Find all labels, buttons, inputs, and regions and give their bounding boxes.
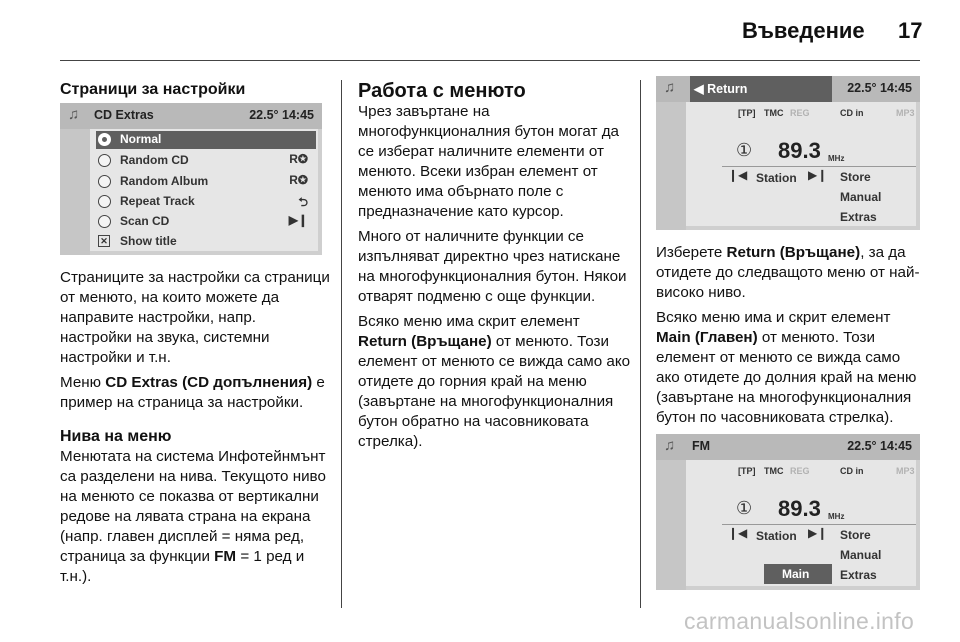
manual-button[interactable]: Manual [840,190,882,204]
skip-back-icon[interactable]: ❙◀ [728,168,748,182]
menu-level-bar [60,129,90,255]
menu-item-label: Scan CD [120,214,170,228]
mp3-indicator: MP3 [896,466,915,476]
tmc-indicator: TMC [764,108,784,118]
header-divider [60,60,920,61]
menu-item-normal[interactable] [96,131,316,149]
column-left [60,80,328,100]
paragraph: Всяко меню има и скрит елемент Main (Главен) от менюто. Този елемент от менюто се вижда само ако отидете до долния край на меню (завъртане на многофункционалния бутон по часовниковата стрелка). [656,309,917,426]
menu-level-bar [656,102,686,230]
column-divider [341,80,342,608]
section-heading: Страници за настройки [60,81,246,98]
page-header [0,0,960,70]
cd-extras-screen [60,103,322,255]
mp3-indicator: MP3 [896,108,915,118]
screen-title-bar [656,434,920,460]
manual-button[interactable]: Manual [840,548,882,562]
fm-main-screen [656,434,920,590]
radio-icon [98,215,111,228]
checkbox-checked-icon: ✕ [98,235,110,247]
return-item[interactable]: ◀ Return [694,82,748,96]
reg-indicator: REG [790,108,810,118]
section-heading: Работа с менюто [358,80,526,102]
screen-title: CD Extras [94,108,154,122]
column-left-text [60,268,332,592]
paragraph: Меню CD Extras (CD допълнения) е пример на страница за настройки. [60,374,325,411]
menu-name: CD Extras (CD допълнения) [105,374,313,391]
random-album-icon: R✪ [289,173,308,187]
column-middle [358,80,632,457]
screen-title: FM [692,439,711,453]
skip-back-icon[interactable]: ❙◀ [728,526,748,540]
menu-item-repeat-track[interactable] [96,193,316,211]
store-button[interactable]: Store [840,528,871,542]
repeat-icon: ⮌ [298,195,308,209]
main-item[interactable]: Main [782,567,810,581]
frequency-unit: MHz [828,512,845,521]
column-right-text [656,243,922,433]
menu-item-label: Random Album [120,174,209,188]
screen-title-bar [656,76,920,102]
paragraph: Чрез завъртане на многофункционалния бутон могат да се изберат наличните елементи от менюто. Всеки избран елемент от менюто има обърнато поле с предназначение като курсор. [358,103,620,220]
radio-icon [98,154,111,167]
menu-item-label: Random CD [120,153,189,167]
menu-name: FM [214,548,237,565]
preset-one-icon: ① [736,498,753,518]
store-button[interactable]: Store [840,170,871,184]
screen-status: 22.5° 14:45 [847,439,912,453]
skip-forward-icon[interactable]: ▶❙ [808,168,828,182]
frequency: 89.3 [778,496,821,521]
station-label: Station [756,171,797,185]
random-cd-icon: R✪ [289,152,308,166]
menu-name: Main (Главен) [656,329,758,346]
divider [722,524,916,525]
watermark: carmanualsonline.info [684,608,915,634]
section-heading: Нива на меню [60,428,172,445]
fm-return-screen [656,76,920,230]
reg-indicator: REG [790,466,810,476]
extras-button[interactable]: Extras [840,568,877,582]
preset-one-icon: ① [736,140,753,160]
tp-indicator: [TP] [738,108,756,118]
cd-in-indicator: CD in [840,466,864,476]
column-divider [640,80,641,608]
station-label: Station [756,529,797,543]
frequency: 89.3 [778,138,821,163]
radio-icon [98,195,111,208]
menu-item-label: Repeat Track [120,194,195,208]
screen-title-bar [60,103,322,129]
menu-item-show-title[interactable] [96,233,316,251]
music-note-icon: ♫ [68,106,80,123]
paragraph: Всяко меню има скрит елемент Return (Връщане) от менюто. Този елемент от менюто се вижда само ако отидете до горния край на меню (завъртане на многофункционалния бутон обратно на часовниковата стрелка). [358,313,631,450]
menu-level-bar [656,460,686,590]
paragraph: Страниците за настройки са страници от менюто, на които можете да направите настройки, напр. настройки на звука, системни настройки и т.н. [60,269,330,366]
menu-item-random-cd[interactable] [96,152,316,170]
scan-icon: ▶❙ [288,213,308,227]
radio-selected-icon [98,133,111,146]
cd-in-indicator: CD in [840,108,864,118]
tmc-indicator: TMC [764,466,784,476]
page-title: Въведение [742,18,865,43]
paragraph: Изберете Return (Връщане), за да отидете до следващото меню от най-високо ниво. [656,244,920,301]
extras-button[interactable]: Extras [840,210,877,224]
music-note-icon: ♫ [664,437,676,454]
paragraph: Много от наличните функции се изпълняват директно чрез натискане на многофункционалния бутон. Някои отварят подменю с още функции. [358,228,627,305]
frequency-unit: MHz [828,154,845,163]
skip-forward-icon[interactable]: ▶❙ [808,526,828,540]
menu-item-label: Normal [120,132,162,146]
paragraph: Менютата на система Инфотейнмънт са разделени на нива. Текущото ниво на менюто се показва от вертикални редове на лявата страна на екрана (напр. главен дисплей = няма ред, страница за функции FM = 1 ред и т.н.). [60,448,326,585]
menu-item-label: Show title [120,234,177,248]
divider [722,166,916,167]
menu-item-random-album[interactable] [96,173,316,191]
screen-status: 22.5° 14:45 [847,81,912,95]
page-number: 17 [898,18,923,43]
tp-indicator: [TP] [738,466,756,476]
screen-status: 22.5° 14:45 [249,108,314,122]
music-note-icon: ♫ [664,79,676,96]
menu-item-scan-cd[interactable] [96,213,316,231]
menu-name: Return (Връщане) [358,333,492,350]
radio-icon [98,175,111,188]
screen-body [686,102,916,226]
menu-name: Return (Връщане) [726,244,861,261]
